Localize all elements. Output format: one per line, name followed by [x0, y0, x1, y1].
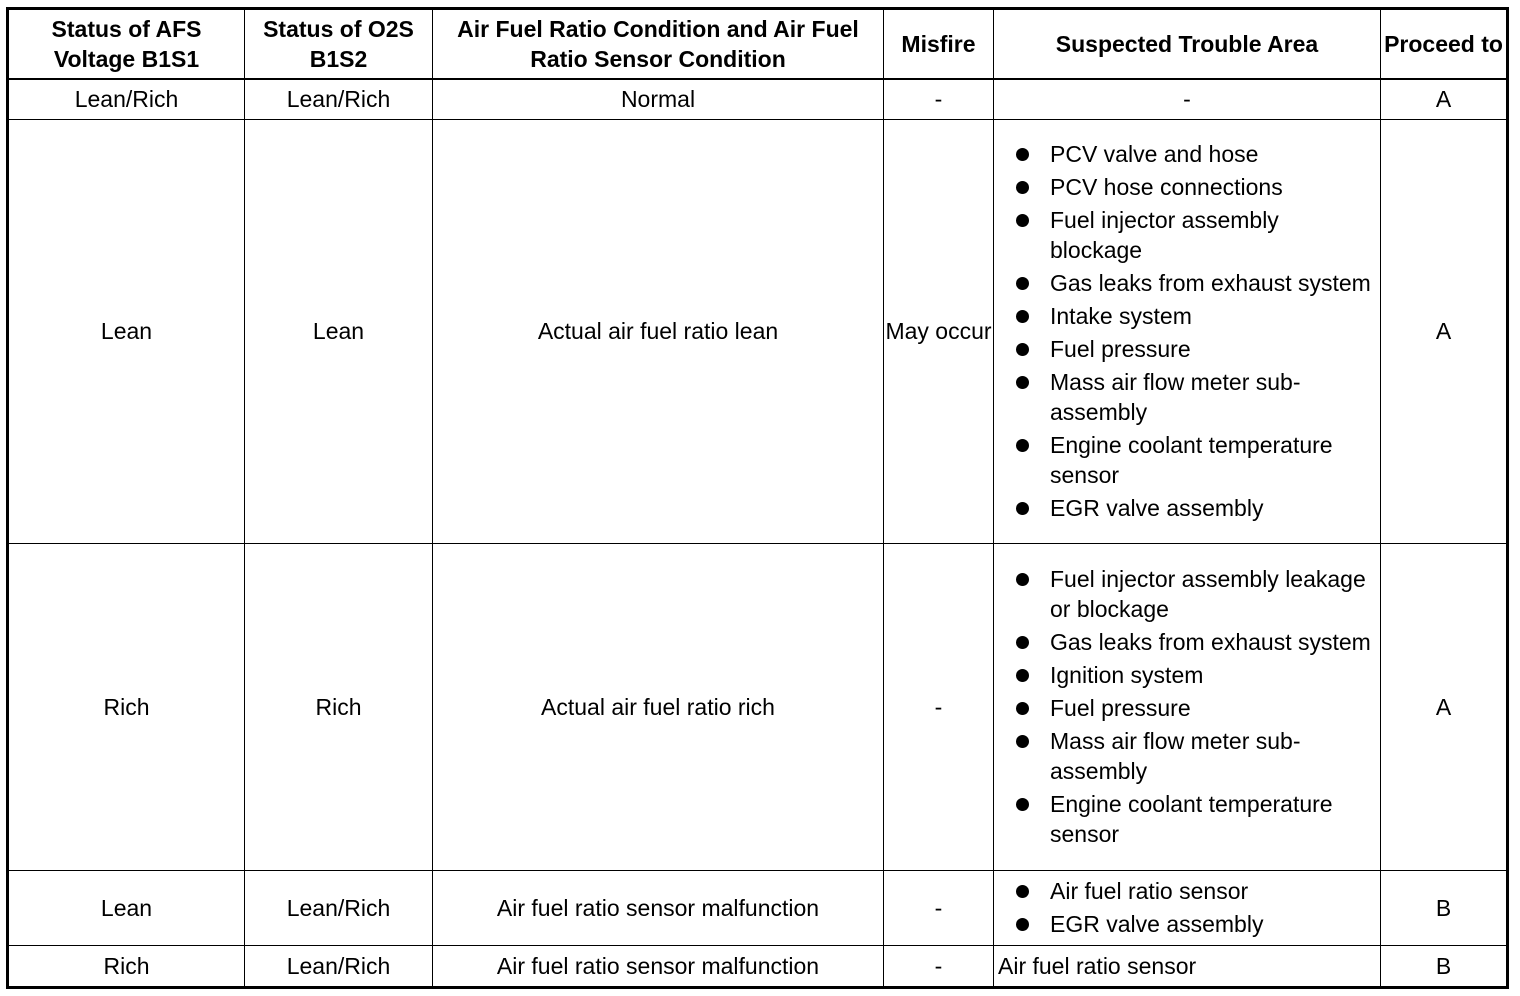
- cell-condition: Actual air fuel ratio lean: [433, 119, 884, 543]
- trouble-area-item: [1016, 430, 1376, 490]
- trouble-area-item: [1016, 909, 1376, 939]
- trouble-area-item: [1016, 172, 1376, 202]
- cell-suspected-area: -: [994, 79, 1381, 119]
- trouble-area-item: [1016, 334, 1376, 364]
- bullet-icon: [1016, 702, 1029, 715]
- header-condition: Air Fuel Ratio Condition and Air Fuel Ratio Sensor Condition: [433, 9, 884, 80]
- trouble-area-item: [1016, 726, 1376, 786]
- cell-o2s-status: Lean/Rich: [245, 79, 433, 119]
- cell-proceed-to: A: [1381, 79, 1508, 119]
- trouble-area-text: Intake system: [1050, 303, 1192, 329]
- trouble-area-text: Fuel pressure: [1050, 336, 1191, 362]
- header-o2s-status: Status of O2S B1S2: [245, 9, 433, 80]
- trouble-area-text: EGR valve assembly: [1050, 495, 1264, 521]
- trouble-area-text: Ignition system: [1050, 662, 1204, 688]
- bullet-icon: [1016, 798, 1029, 811]
- cell-proceed-to: B: [1381, 945, 1508, 987]
- trouble-area-list: [998, 873, 1376, 942]
- cell-condition: Air fuel ratio sensor malfunction: [433, 945, 884, 987]
- trouble-area-item: [1016, 660, 1376, 690]
- trouble-area-item: [1016, 301, 1376, 331]
- cell-afs-voltage: Rich: [8, 945, 245, 987]
- table-row: [8, 945, 1508, 987]
- table-row: [8, 119, 1508, 543]
- cell-o2s-status: Rich: [245, 543, 433, 870]
- trouble-area-item: [1016, 268, 1376, 298]
- bullet-icon: [1016, 885, 1029, 898]
- trouble-diagnosis-table: [6, 7, 1509, 989]
- cell-o2s-status: Lean: [245, 119, 433, 543]
- bullet-icon: [1016, 310, 1029, 323]
- trouble-area-text: Gas leaks from exhaust system: [1050, 270, 1371, 296]
- cell-afs-voltage: Lean: [8, 119, 245, 543]
- trouble-area-text: Engine coolant temperature sensor: [1050, 791, 1333, 847]
- trouble-area-text: Mass air flow meter sub-assembly: [1050, 728, 1301, 784]
- cell-suspected-area: [994, 119, 1381, 543]
- table-row: [8, 79, 1508, 119]
- bullet-icon: [1016, 918, 1029, 931]
- cell-suspected-area: [994, 543, 1381, 870]
- trouble-area-text: EGR valve assembly: [1050, 911, 1264, 937]
- cell-suspected-area: [994, 870, 1381, 945]
- trouble-area-item: [1016, 876, 1376, 906]
- trouble-area-text: Fuel injector assembly blockage: [1050, 207, 1279, 263]
- cell-proceed-to: A: [1381, 119, 1508, 543]
- trouble-area-item: [1016, 493, 1376, 523]
- trouble-area-text: Air fuel ratio sensor: [1050, 878, 1249, 904]
- cell-afs-voltage: Lean/Rich: [8, 79, 245, 119]
- table-row: [8, 870, 1508, 945]
- bullet-icon: [1016, 439, 1029, 452]
- table-row: [8, 543, 1508, 870]
- trouble-area-item: [1016, 627, 1376, 657]
- bullet-icon: [1016, 573, 1029, 586]
- cell-suspected-area: Air fuel ratio sensor: [994, 945, 1381, 987]
- bullet-icon: [1016, 376, 1029, 389]
- trouble-area-item: [1016, 205, 1376, 265]
- trouble-area-list: [998, 561, 1376, 852]
- bullet-icon: [1016, 502, 1029, 515]
- cell-misfire: -: [884, 870, 994, 945]
- trouble-area-item: [1016, 693, 1376, 723]
- cell-misfire: -: [884, 543, 994, 870]
- header-afs-voltage: Status of AFS Voltage B1S1: [8, 9, 245, 80]
- bullet-icon: [1016, 343, 1029, 356]
- header-proceed-to: Proceed to: [1381, 9, 1508, 80]
- cell-condition: Air fuel ratio sensor malfunction: [433, 870, 884, 945]
- table-body: [8, 79, 1508, 987]
- cell-misfire: -: [884, 945, 994, 987]
- cell-o2s-status: Lean/Rich: [245, 945, 433, 987]
- trouble-area-item: [1016, 367, 1376, 427]
- trouble-area-text: Fuel pressure: [1050, 695, 1191, 721]
- cell-condition: Normal: [433, 79, 884, 119]
- trouble-area-text: Engine coolant temperature sensor: [1050, 432, 1333, 488]
- trouble-area-item: [1016, 139, 1376, 169]
- bullet-icon: [1016, 181, 1029, 194]
- cell-condition: Actual air fuel ratio rich: [433, 543, 884, 870]
- bullet-icon: [1016, 735, 1029, 748]
- header-misfire: Misfire: [884, 9, 994, 80]
- trouble-area-item: [1016, 789, 1376, 849]
- cell-o2s-status: Lean/Rich: [245, 870, 433, 945]
- bullet-icon: [1016, 214, 1029, 227]
- trouble-area-text: Fuel injector assembly leakage or blockage: [1050, 566, 1366, 622]
- header-suspected-area: Suspected Trouble Area: [994, 9, 1381, 80]
- cell-afs-voltage: Rich: [8, 543, 245, 870]
- trouble-area-text: PCV valve and hose: [1050, 141, 1259, 167]
- bullet-icon: [1016, 669, 1029, 682]
- cell-afs-voltage: Lean: [8, 870, 245, 945]
- cell-proceed-to: B: [1381, 870, 1508, 945]
- trouble-area-item: [1016, 564, 1376, 624]
- trouble-area-text: Mass air flow meter sub-assembly: [1050, 369, 1301, 425]
- cell-misfire: -: [884, 79, 994, 119]
- header-row: [8, 9, 1508, 80]
- cell-misfire: May occur: [884, 119, 994, 543]
- trouble-area-text: Gas leaks from exhaust system: [1050, 629, 1371, 655]
- trouble-area-text: PCV hose connections: [1050, 174, 1283, 200]
- cell-proceed-to: A: [1381, 543, 1508, 870]
- bullet-icon: [1016, 277, 1029, 290]
- bullet-icon: [1016, 636, 1029, 649]
- trouble-area-list: [998, 136, 1376, 526]
- bullet-icon: [1016, 148, 1029, 161]
